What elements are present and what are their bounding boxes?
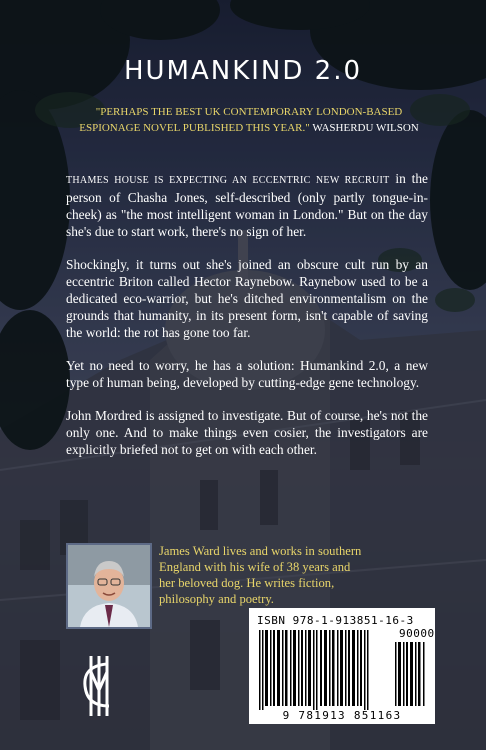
price-code: 90000 bbox=[399, 627, 435, 640]
publisher-logo-icon bbox=[77, 650, 121, 722]
isbn-barcode bbox=[249, 608, 435, 724]
blurb-paragraph-1 bbox=[66, 170, 428, 240]
author-bio: James Ward lives and works in southern England with his wife of 38 years and her beloved dog. He writes fiction, philosophy and poetry. bbox=[159, 544, 362, 606]
blurb-paragraph-1-text: in the person of Chasha Jones, self-described (only partly tongue-in-cheek) as "the most intelligent woman in London." But on the day she's due to start work, there's no sign of her. bbox=[66, 171, 428, 239]
barcode-icon bbox=[249, 608, 435, 724]
quote-text: "PERHAPS THE BEST UK CONTEMPORARY LONDON-BASED ESPIONAGE NOVEL PUBLISHED THIS YEAR." bbox=[79, 106, 403, 134]
author-portrait-icon bbox=[68, 545, 150, 627]
blurb-lead-in: THAMES HOUSE IS EXPECTING AN ECCENTRIC NEW RECRUIT bbox=[66, 175, 390, 186]
quote-author: WASHERDU WILSON bbox=[312, 122, 419, 134]
book-blurb bbox=[66, 170, 428, 474]
isbn-number: ISBN 978-1-913851-16-3 bbox=[257, 614, 414, 627]
author-photo bbox=[66, 543, 152, 629]
book-title: HUMANKIND 2.0 bbox=[123, 56, 363, 86]
review-quote bbox=[64, 104, 434, 136]
blurb-paragraph-3: Yet no need to worry, he has a solution: Humankind 2.0, a new type of human being, developed by cutting-edge gene technology. bbox=[66, 358, 428, 390]
ean-number: 9 781913 851163 bbox=[282, 709, 402, 722]
blurb-paragraph-2: Shockingly, it turns out she's joined an obscure cult run by an eccentric Briton called Hector Raynebow. Raynebow used to be a dedicated eco-warrior, but he's ditched environmentalism on the grounds that humanity, in its present form, isn't capable of saving the world: the rot has gone too far. bbox=[66, 257, 428, 340]
blurb-paragraph-4: John Mordred is assigned to investigate. But of course, he's not the only one. And to make things even cosier, the investigators are explicitly briefed not to get on with each other. bbox=[66, 408, 428, 457]
